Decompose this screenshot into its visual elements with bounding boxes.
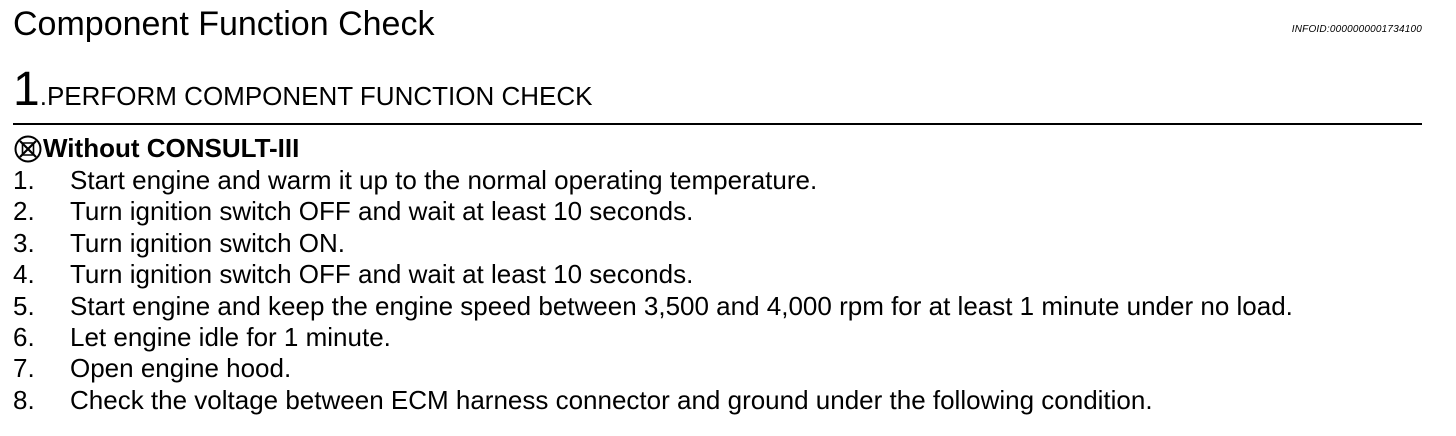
procedure-step [13,196,1293,227]
procedure-step-number: 8. [13,384,35,415]
step-title: PERFORM COMPONENT FUNCTION CHECK [46,81,593,111]
mode-label: Without CONSULT-III [43,133,300,163]
procedure-step-text: Check the voltage between ECM harness connector and ground under the following condition. [70,384,1153,415]
procedure-step-number: 6. [13,321,35,352]
step-number-dot: . [39,81,47,111]
procedure-step-text: Start engine and warm it up to the normal operating temperature. [70,165,818,195]
info-id: INFOID:0000000001734100 [1291,24,1422,35]
procedure-step-number: 1. [13,165,35,195]
section-divider [13,123,1422,125]
procedure-step [13,259,1293,290]
procedure-step-number: 7. [13,353,35,384]
procedure-step [13,291,1293,322]
consult-crossed-icon [13,134,43,164]
procedure-step [13,385,1293,416]
page-title: Component Function Check [13,5,435,43]
procedure-list [13,165,1293,416]
procedure-step [13,165,1293,196]
procedure-step-number: 2. [13,196,35,227]
procedure-step [13,228,1293,259]
step-heading [13,62,592,118]
procedure-step-text: Start engine and keep the engine speed between 3,500 and 4,000 rpm for at least 1 minute under no load. [70,290,1293,321]
procedure-step-number: 4. [13,259,35,290]
procedure-step-text: Turn ignition switch OFF and wait at least 10 seconds. [70,259,694,290]
procedure-step-text: Turn ignition switch ON. [70,227,346,258]
procedure-step-text: Turn ignition switch OFF and wait at least 10 seconds. [70,196,694,227]
procedure-step [13,322,1293,353]
step-number: 1 [13,63,40,116]
procedure-step-number: 5. [13,290,35,321]
procedure-step [13,353,1293,384]
mode-heading [13,132,299,164]
procedure-step-text: Let engine idle for 1 minute. [70,321,391,352]
procedure-step-number: 3. [13,227,35,258]
procedure-step-text: Open engine hood. [70,353,292,384]
